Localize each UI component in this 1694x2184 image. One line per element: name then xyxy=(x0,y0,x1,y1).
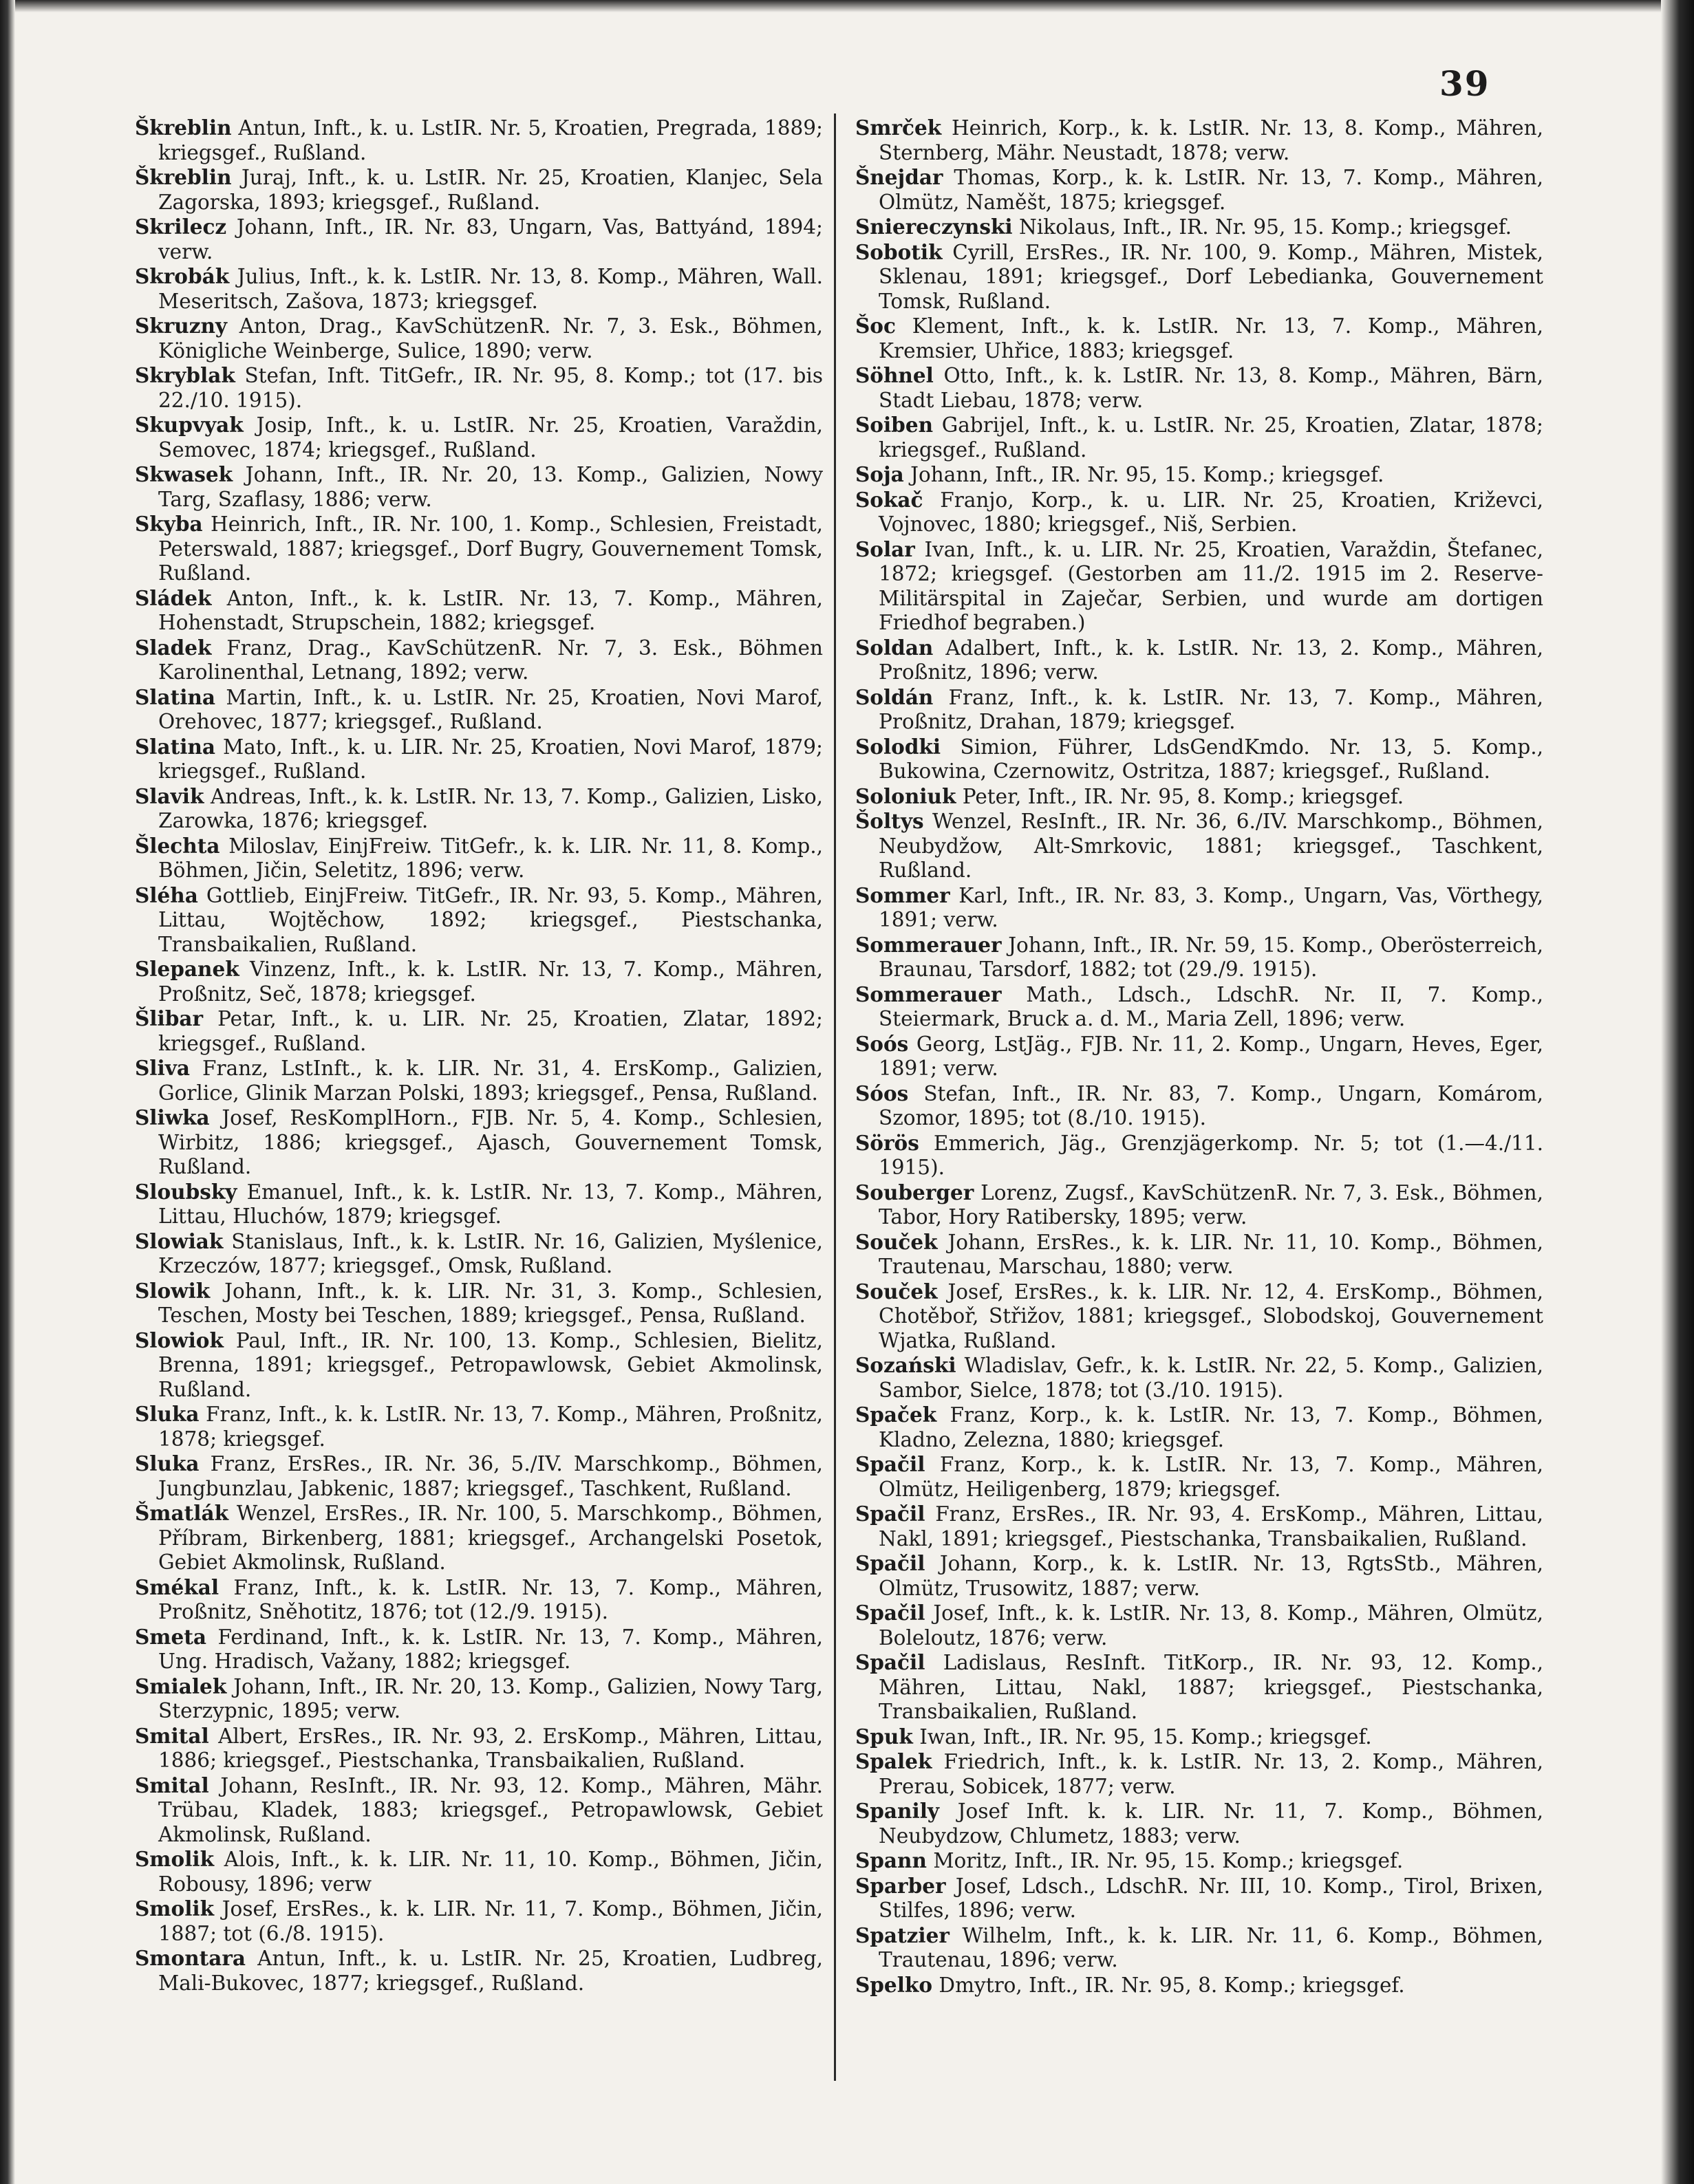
list-entry xyxy=(135,1229,823,1279)
list-entry xyxy=(135,1724,823,1773)
entry-details: Emmerich, Jäg., Grenzjägerkomp. Nr. 5; tot (1.—4./11. 1915). xyxy=(879,1131,1543,1179)
entry-details: Josef Inft. k. k. LIR. Nr. 11, 7. Komp., Böhmen, Neubydzow, Chlumetz, 1883; verw. xyxy=(879,1799,1543,1848)
list-entry xyxy=(135,1451,823,1501)
entry-surname: Skrobák xyxy=(135,264,230,288)
entry-details: Cyrill, ErsRes., IR. Nr. 100, 9. Komp., Mähren, Mistek, Sklenau, 1891; kriegsgef., Dorf Lebedianka, Gouvernement Tomsk, Rußland. xyxy=(879,240,1543,313)
entry-surname: Sléha xyxy=(135,883,198,907)
entry-details: Karl, Inft., IR. Nr. 83, 3. Komp., Ungarn, Vas, Vörthegy, 1891; verw. xyxy=(879,883,1543,931)
entry-surname: Spačil xyxy=(855,1650,925,1674)
entry-details: Nikolaus, Inft., IR. Nr. 95, 15. Komp.; kriegsgef. xyxy=(1019,215,1512,239)
entry-surname: Sommerauer xyxy=(855,982,1002,1006)
entry-details: Anton, Inft., k. k. LstIR. Nr. 13, 7. Komp., Mähren, Hohenstadt, Strupschein, 1882; kriegsgef. xyxy=(158,586,823,634)
entry-details: Franz, Korp., k. k. LstIR. Nr. 13, 7. Komp., Mähren, Olmütz, Heiligenberg, 1879; kriegsgef. xyxy=(879,1453,1543,1501)
entry-details: Stanislaus, Inft., k. k. LstIR. Nr. 16, Galizien, Myślenice, Krzeczów, 1877; kriegsgef., Omsk, Rußland. xyxy=(158,1229,823,1277)
list-entry xyxy=(135,1056,823,1105)
list-entry xyxy=(135,363,823,413)
entry-surname: Skrilecz xyxy=(135,215,227,239)
entry-surname: Smrček xyxy=(855,116,942,140)
list-entry xyxy=(135,1625,823,1674)
list-entry xyxy=(855,1799,1543,1848)
entry-surname: Spann xyxy=(855,1848,927,1872)
entry-surname: Soja xyxy=(855,462,904,486)
entry-details: Alois, Inft., k. k. LIR. Nr. 11, 10. Komp., Böhmen, Jičin, Robousy, 1896; verw xyxy=(158,1848,823,1896)
entry-surname: Šmatlák xyxy=(135,1501,229,1525)
entry-details: Peter, Inft., IR. Nr. 95, 8. Komp.; kriegsgef. xyxy=(962,784,1404,808)
entry-surname: Sommerauer xyxy=(855,932,1002,957)
entry-surname: Sladek xyxy=(135,635,212,660)
list-entry xyxy=(855,1551,1543,1601)
entry-surname: Slavik xyxy=(135,783,204,808)
entry-details: Simion, Führer, LdsGendKmdo. Nr. 13, 5. Komp., Bukowina, Czernowitz, Ostritza, 1887; kriegsgef., Rußland. xyxy=(879,735,1543,783)
entry-surname: Slowiok xyxy=(135,1328,224,1352)
entry-details: Johann, Inft., IR. Nr. 20, 13. Komp., Galizien, Nowy Targ, Sterzypnic, 1895; verw. xyxy=(158,1674,823,1722)
entry-details: Josef, ErsRes., k. k. LIR. Nr. 12, 4. ErsKomp., Böhmen, Chotěboř, Střižov, 1881; kriegsgef., Slobodskoj, Gouvernement Wjatka, Rußland. xyxy=(879,1279,1543,1352)
list-entry xyxy=(135,1006,823,1056)
entry-details: Ivan, Inft., k. u. LIR. Nr. 25, Kroatien, Varaždin, Štefanec, 1872; kriegsgef. (Gestorben am 11./2. 1915 im 2. Reserve-Militärspital in Zaječar, Serbien, und wurde am dortigen Friedhof begraben.) xyxy=(879,537,1543,634)
entry-surname: Smékal xyxy=(135,1575,219,1599)
entry-surname: Spačil xyxy=(855,1601,925,1625)
list-entry xyxy=(135,1180,823,1229)
list-entry xyxy=(855,363,1543,413)
list-entry xyxy=(855,1353,1543,1403)
entry-surname: Souček xyxy=(855,1229,938,1254)
list-entry xyxy=(135,1328,823,1403)
entry-surname: Šoc xyxy=(855,314,896,338)
entry-surname: Sokač xyxy=(855,487,923,512)
page-right-shadow xyxy=(1661,0,1694,2184)
entry-surname: Souček xyxy=(855,1279,938,1304)
entry-surname: Spanily xyxy=(855,1799,940,1823)
entry-surname: Skruzny xyxy=(135,314,228,338)
entry-surname: Slowik xyxy=(135,1278,211,1303)
entry-details: Miloslav, EinjFreiw. TitGefr., k. k. LIR. Nr. 11, 8. Komp., Böhmen, Jičin, Seletitz, 1896; verw. xyxy=(158,834,823,882)
list-entry xyxy=(855,1650,1543,1725)
entry-surname: Sládek xyxy=(135,585,212,610)
entry-details: Stefan, Inft. TitGefr., IR. Nr. 95, 8. Komp.; tot (17. bis 22./10. 1915). xyxy=(158,364,823,412)
entry-details: Andreas, Inft., k. k. LstIR. Nr. 13, 7. Komp., Galizien, Lisko, Zarowka, 1876; kriegsgef. xyxy=(158,784,823,832)
column-divider xyxy=(834,113,836,2081)
list-entry xyxy=(855,933,1543,982)
list-entry xyxy=(855,1973,1543,1998)
entry-surname: Spelko xyxy=(855,1972,933,1997)
list-entry xyxy=(135,636,823,685)
entry-surname: Skyba xyxy=(135,512,203,536)
entry-details: Antun, Inft., k. u. LstIR. Nr. 5, Kroatien, Pregrada, 1889; kriegsgef., Rußland. xyxy=(158,116,823,164)
list-entry xyxy=(135,1847,823,1896)
entry-details: Anton, Drag., KavSchützenR. Nr. 7, 3. Esk., Böhmen, Königliche Weinberge, Sulice, 1890; verw. xyxy=(158,314,823,363)
entry-surname: Slatina xyxy=(135,684,216,709)
entry-surname: Spaček xyxy=(855,1403,937,1427)
entry-details: Dmytro, Inft., IR. Nr. 95, 8. Komp.; kriegsgef. xyxy=(939,1973,1405,1997)
entry-surname: Sommer xyxy=(855,883,950,907)
entry-surname: Smontara xyxy=(135,1946,246,1970)
list-entry xyxy=(855,982,1543,1032)
entry-details: Ferdinand, Inft., k. k. LstIR. Nr. 13, 7. Komp., Mähren, Ung. Hradisch, Važany, 1882; kriegsgef. xyxy=(158,1625,823,1673)
entry-details: Gabrijel, Inft., k. u. LstIR. Nr. 25, Kroatien, Zlatar, 1878; kriegsgef., Rußland. xyxy=(879,413,1543,462)
entry-details: Gottlieb, EinjFreiw. TitGefr., IR. Nr. 93, 5. Komp., Mähren, Littau, Wojtěchow, 1892; kriegsgef., Piestschanka, Transbaikalien, Rußland. xyxy=(158,883,823,956)
entry-surname: Sóos xyxy=(855,1081,909,1105)
entry-details: Juraj, Inft., k. u. LstIR. Nr. 25, Kroatien, Klanjec, Sela Zagorska, 1893; kriegsgef., Rußland. xyxy=(158,166,823,214)
page-left-shadow xyxy=(0,0,15,2184)
entry-details: Heinrich, Inft., IR. Nr. 100, 1. Komp., Schlesien, Freistadt, Peterswald, 1887; kriegsgef., Dorf Bugry, Gouvernement Tomsk, Rußland. xyxy=(158,512,823,585)
entry-details: Ladislaus, ResInft. TitKorp., IR. Nr. 93, 12. Komp., Mähren, Littau, Nakl, 1887; kriegsgef., Piestschanka, Transbaikalien, Rußland. xyxy=(879,1651,1543,1723)
entry-surname: Šlechta xyxy=(135,833,220,858)
entry-surname: Spuk xyxy=(855,1724,913,1749)
list-entry xyxy=(135,1402,823,1451)
list-entry xyxy=(135,1674,823,1724)
entry-details: Petar, Inft., k. u. LIR. Nr. 25, Kroatien, Zlatar, 1892; kriegsgef., Rußland. xyxy=(158,1007,823,1055)
list-entry xyxy=(855,1874,1543,1923)
entry-details: Albert, ErsRes., IR. Nr. 93, 2. ErsKomp., Mähren, Littau, 1886; kriegsgef., Piestschanka, Transbaikalien, Rußland. xyxy=(158,1724,823,1772)
list-entry xyxy=(855,488,1543,537)
list-entry xyxy=(135,1773,823,1848)
list-entry xyxy=(855,1180,1543,1230)
entry-surname: Sloubsky xyxy=(135,1179,237,1204)
entry-details: Josip, Inft., k. u. LstIR. Nr. 25, Kroatien, Varaždin, Semovec, 1874; kriegsgef., Rußland. xyxy=(158,413,823,462)
list-entry xyxy=(135,215,823,264)
entry-surname: Šnejdar xyxy=(855,165,943,189)
entry-surname: Slepanek xyxy=(135,957,239,981)
entry-details: Martin, Inft., k. u. LstIR. Nr. 25, Kroatien, Novi Marof, Orehovec, 1877; kriegsgef., Rußland. xyxy=(158,685,823,733)
entry-surname: Souberger xyxy=(855,1180,974,1204)
entry-surname: Smital xyxy=(135,1773,209,1797)
entry-surname: Šoltys xyxy=(855,809,924,833)
entry-surname: Soldan xyxy=(855,635,934,660)
left-column xyxy=(135,116,823,1996)
entry-details: Thomas, Korp., k. k. LstIR. Nr. 13, 7. Komp., Mähren, Olmütz, Naměšt, 1875; kriegsgef. xyxy=(879,166,1543,214)
entry-details: Georg, LstJäg., FJB. Nr. 11, 2. Komp., Ungarn, Heves, Eger, 1891; verw. xyxy=(879,1032,1543,1080)
entry-surname: Smital xyxy=(135,1723,209,1748)
list-entry xyxy=(135,735,823,784)
list-entry xyxy=(135,784,823,834)
entry-surname: Škreblin xyxy=(135,165,232,189)
entry-surname: Spatzier xyxy=(855,1923,950,1947)
entry-surname: Sörös xyxy=(855,1130,919,1155)
entry-details: Johann, Korp., k. k. LstIR. Nr. 13, RgtsStb., Mähren, Olmütz, Trusowitz, 1887; verw. xyxy=(879,1552,1543,1600)
list-entry xyxy=(135,1279,823,1328)
entry-details: Mato, Inft., k. u. LIR. Nr. 25, Kroatien, Novi Marof, 1879; kriegsgef., Rußland. xyxy=(158,735,823,783)
list-entry xyxy=(855,636,1543,685)
entry-surname: Sliva xyxy=(135,1056,190,1080)
entry-details: Vinzenz, Inft., k. k. LstIR. Nr. 13, 7. Komp., Mähren, Proßnitz, Seč, 1878; kriegsgef. xyxy=(158,958,823,1006)
list-entry xyxy=(855,1230,1543,1279)
entry-surname: Sobotik xyxy=(855,239,943,264)
entry-details: Stefan, Inft., IR. Nr. 83, 7. Komp., Ungarn, Komárom, Szomor, 1895; tot (8./10. 1915). xyxy=(879,1081,1543,1129)
list-entry xyxy=(855,165,1543,215)
entry-details: Iwan, Inft., IR. Nr. 95, 15. Komp.; kriegsgef. xyxy=(919,1725,1372,1749)
list-entry xyxy=(135,462,823,512)
entry-surname: Šlibar xyxy=(135,1006,204,1030)
list-entry xyxy=(855,1502,1543,1551)
entry-surname: Söhnel xyxy=(855,363,934,387)
entry-details: Josef, Ldsch., LdschR. Nr. III, 10. Komp., Tirol, Brixen, Stilfes, 1896; verw. xyxy=(879,1874,1543,1922)
entry-details: Lorenz, Zugsf., KavSchützenR. Nr. 7, 3. Esk., Böhmen, Tabor, Hory Ratibersky, 1895; verw. xyxy=(879,1180,1543,1229)
entry-surname: Sluka xyxy=(135,1451,200,1475)
list-entry xyxy=(855,883,1543,933)
list-entry xyxy=(135,413,823,462)
entry-details: Antun, Inft., k. u. LstIR. Nr. 25, Kroatien, Ludbreg, Mali-Bukovec, 1877; kriegsgef., Rußland. xyxy=(158,1947,823,1995)
list-entry xyxy=(855,1403,1543,1452)
entry-surname: Smolik xyxy=(135,1896,215,1921)
entry-details: Klement, Inft., k. k. LstIR. Nr. 13, 7. Komp., Mähren, Kremsier, Uhřice, 1883; kriegsgef. xyxy=(879,314,1543,363)
page-top-shadow xyxy=(0,0,1694,12)
list-entry xyxy=(135,883,823,958)
list-entry xyxy=(135,957,823,1006)
entry-details: Wenzel, ResInft., IR. Nr. 36, 6./IV. Marschkomp., Böhmen, Neubydžow, Alt-Smrkovic, 1881; kriegsgef., Taschkent, Rußland. xyxy=(879,810,1543,882)
entry-details: Franz, LstInft., k. k. LIR. Nr. 31, 4. ErsKomp., Galizien, Gorlice, Glinik Marzan Polski, 1893; kriegsgef., Pensa, Rußland. xyxy=(158,1057,823,1105)
list-entry xyxy=(135,1105,823,1180)
entry-details: Johann, ErsRes., k. k. LIR. Nr. 11, 10. Komp., Böhmen, Trautenau, Marschau, 1880; verw. xyxy=(879,1230,1543,1278)
entry-surname: Solar xyxy=(855,537,915,561)
list-entry xyxy=(855,809,1543,883)
entry-details: Moritz, Inft., IR. Nr. 95, 15. Komp.; kriegsgef. xyxy=(933,1849,1404,1872)
entry-surname: Slowiak xyxy=(135,1229,224,1253)
entry-details: Franz, Inft., k. k. LstIR. Nr. 13, 7. Komp., Mähren, Proßnitz, Drahan, 1879; kriegsgef. xyxy=(879,685,1543,733)
entry-surname: Soiben xyxy=(855,413,934,437)
entry-details: Paul, Inft., IR. Nr. 100, 13. Komp., Schlesien, Bielitz, Brenna, 1891; kriegsgef., Petropawlowsk, Gebiet Akmolinsk, Rußland. xyxy=(158,1328,823,1401)
list-entry xyxy=(135,165,823,215)
list-entry xyxy=(855,1848,1543,1874)
page-number: 39 xyxy=(1439,63,1490,104)
entry-surname: Sparber xyxy=(855,1873,946,1898)
entry-surname: Sniereczynski xyxy=(855,215,1013,239)
entry-surname: Smeta xyxy=(135,1624,207,1649)
entry-details: Wilhelm, Inft., k. k. LIR. Nr. 11, 6. Komp., Böhmen, Trautenau, 1896; verw. xyxy=(879,1923,1543,1971)
list-entry xyxy=(135,512,823,586)
entry-details: Julius, Inft., k. k. LstIR. Nr. 13, 8. Komp., Mähren, Wall. Meseritsch, Zašova, 1873; kriegsgef. xyxy=(158,265,823,313)
entry-surname: Soloniuk xyxy=(855,783,956,808)
entry-surname: Sozański xyxy=(855,1353,956,1377)
entry-surname: Skryblak xyxy=(135,363,235,387)
list-entry xyxy=(855,1749,1543,1799)
entry-details: Johann, Inft., IR. Nr. 59, 15. Komp., Oberösterreich, Braunau, Tarsdorf, 1882; tot (29./9. 1915). xyxy=(879,933,1543,981)
entry-surname: Skwasek xyxy=(135,462,233,486)
entry-surname: Spačil xyxy=(855,1502,925,1526)
list-entry xyxy=(135,264,823,314)
entry-details: Heinrich, Korp., k. k. LstIR. Nr. 13, 8. Komp., Mähren, Sternberg, Mähr. Neustadt, 1878; verw. xyxy=(879,116,1543,164)
list-entry xyxy=(855,735,1543,784)
list-entry xyxy=(855,215,1543,240)
entry-details: Johann, Inft., IR. Nr. 95, 15. Komp.; kriegsgef. xyxy=(910,463,1384,486)
entry-details: Franz, Inft., k. k. LstIR. Nr. 13, 7. Komp., Mähren, Proßnitz, 1878; kriegsgef. xyxy=(158,1403,823,1451)
list-entry xyxy=(855,1032,1543,1081)
list-entry xyxy=(855,462,1543,488)
entry-surname: Spačil xyxy=(855,1551,925,1575)
list-entry xyxy=(135,1896,823,1946)
list-entry xyxy=(135,1946,823,1996)
entry-surname: Soós xyxy=(855,1031,909,1056)
entry-details: Josef, ErsRes., k. k. LIR. Nr. 11, 7. Komp., Böhmen, Jičin, 1887; tot (6./8. 1915). xyxy=(158,1897,823,1945)
entry-surname: Spačil xyxy=(855,1452,925,1476)
list-entry xyxy=(855,1279,1543,1354)
list-entry xyxy=(855,116,1543,165)
entry-details: Wenzel, ErsRes., IR. Nr. 100, 5. Marschkomp., Böhmen, Příbram, Birkenberg, 1881; kriegsgef., Archangelski Posetok, Gebiet Akmolinsk, Rußland. xyxy=(158,1502,823,1574)
list-entry xyxy=(855,1131,1543,1180)
entry-surname: Smolik xyxy=(135,1847,215,1871)
list-entry xyxy=(855,1923,1543,1973)
entry-details: Johann, Inft., IR. Nr. 20, 13. Komp., Galizien, Nowy Targ, Szaflasy, 1886; verw. xyxy=(158,463,823,511)
list-entry xyxy=(855,1725,1543,1750)
list-entry xyxy=(855,413,1543,462)
list-entry xyxy=(135,834,823,883)
list-entry xyxy=(135,1501,823,1575)
list-entry xyxy=(855,1452,1543,1502)
entry-details: Franz, Inft., k. k. LstIR. Nr. 13, 7. Komp., Mähren, Proßnitz, Sněhotitz, 1876; tot (12./9. 1915). xyxy=(158,1575,823,1623)
entry-details: Johann, ResInft., IR. Nr. 93, 12. Komp., Mähren, Mähr. Trübau, Kladek, 1883; kriegsgef., Petropawlowsk, Gebiet Akmolinsk, Rußland. xyxy=(158,1773,823,1846)
list-entry xyxy=(855,537,1543,636)
entry-surname: Sliwka xyxy=(135,1105,210,1129)
list-entry xyxy=(135,116,823,165)
entry-surname: Soldán xyxy=(855,684,934,709)
entry-details: Josef, Inft., k. k. LstIR. Nr. 13, 8. Komp., Mähren, Olmütz, Boleloutz, 1876; verw. xyxy=(879,1601,1543,1650)
entry-surname: Solodki xyxy=(855,734,941,759)
entry-details: Franz, ErsRes., IR. Nr. 36, 5./IV. Marschkomp., Böhmen, Jungbunzlau, Jabkenic, 1887; kriegsgef., Taschkent, Rußland. xyxy=(158,1452,823,1500)
list-entry xyxy=(855,1081,1543,1131)
list-entry xyxy=(135,314,823,363)
list-entry xyxy=(135,586,823,636)
right-column xyxy=(855,116,1543,1998)
entry-details: Franz, Drag., KavSchützenR. Nr. 7, 3. Esk., Böhmen Karolinenthal, Letnang, 1892; verw. xyxy=(158,636,823,684)
entry-surname: Sluka xyxy=(135,1402,200,1426)
entry-details: Franz, Korp., k. k. LstIR. Nr. 13, 7. Komp., Böhmen, Kladno, Zelezna, 1880; kriegsgef. xyxy=(879,1403,1543,1451)
entry-surname: Slatina xyxy=(135,734,216,759)
entry-details: Adalbert, Inft., k. k. LstIR. Nr. 13, 2. Komp., Mähren, Proßnitz, 1896; verw. xyxy=(879,636,1543,684)
entry-surname: Spalek xyxy=(855,1749,932,1773)
entry-details: Otto, Inft., k. k. LstIR. Nr. 13, 8. Komp., Mähren, Bärn, Stadt Liebau, 1878; verw. xyxy=(879,364,1543,412)
entry-surname: Smialek xyxy=(135,1674,227,1698)
list-entry xyxy=(135,685,823,735)
entry-details: Johann, Inft., k. k. LIR. Nr. 31, 3. Komp., Schlesien, Teschen, Mosty bei Teschen, 1889; kriegsgef., Pensa, Rußland. xyxy=(158,1279,823,1327)
entry-details: Wladislav, Gefr., k. k. LstIR. Nr. 22, 5. Komp., Galizien, Sambor, Sielce, 1878; tot (3./10. 1915). xyxy=(879,1354,1543,1402)
entry-details: Franjo, Korp., k. u. LIR. Nr. 25, Kroatien, Križevci, Vojnovec, 1880; kriegsgef., Niš, Serbien. xyxy=(879,488,1543,536)
entry-surname: Škreblin xyxy=(135,116,232,140)
entry-details: Johann, Inft., IR. Nr. 83, Ungarn, Vas, Battyánd, 1894; verw. xyxy=(158,215,823,263)
list-entry xyxy=(855,314,1543,363)
entry-details: Math., Ldsch., LdschR. Nr. II, 7. Komp., Steiermark, Bruck a. d. M., Maria Zell, 1896; verw. xyxy=(879,982,1543,1030)
entry-details: Josef, ResKomplHorn., FJB. Nr. 5, 4. Komp., Schlesien, Wirbitz, 1886; kriegsgef., Ajasch, Gouvernement Tomsk, Rußland. xyxy=(158,1106,823,1178)
list-entry xyxy=(855,240,1543,314)
list-entry xyxy=(135,1575,823,1625)
entry-details: Franz, ErsRes., IR. Nr. 93, 4. ErsKomp., Mähren, Littau, Nakl, 1891; kriegsgef., Piestschanka, Transbaikalien, Rußland. xyxy=(879,1502,1543,1550)
list-entry xyxy=(855,685,1543,735)
list-entry xyxy=(855,1601,1543,1650)
entry-details: Emanuel, Inft., k. k. LstIR. Nr. 13, 7. Komp., Mähren, Littau, Hluchów, 1879; kriegsgef. xyxy=(158,1180,823,1228)
entry-surname: Skupvyak xyxy=(135,413,244,437)
entry-details: Friedrich, Inft., k. k. LstIR. Nr. 13, 2. Komp., Mähren, Prerau, Sobicek, 1877; verw. xyxy=(879,1750,1543,1798)
list-entry xyxy=(855,784,1543,810)
